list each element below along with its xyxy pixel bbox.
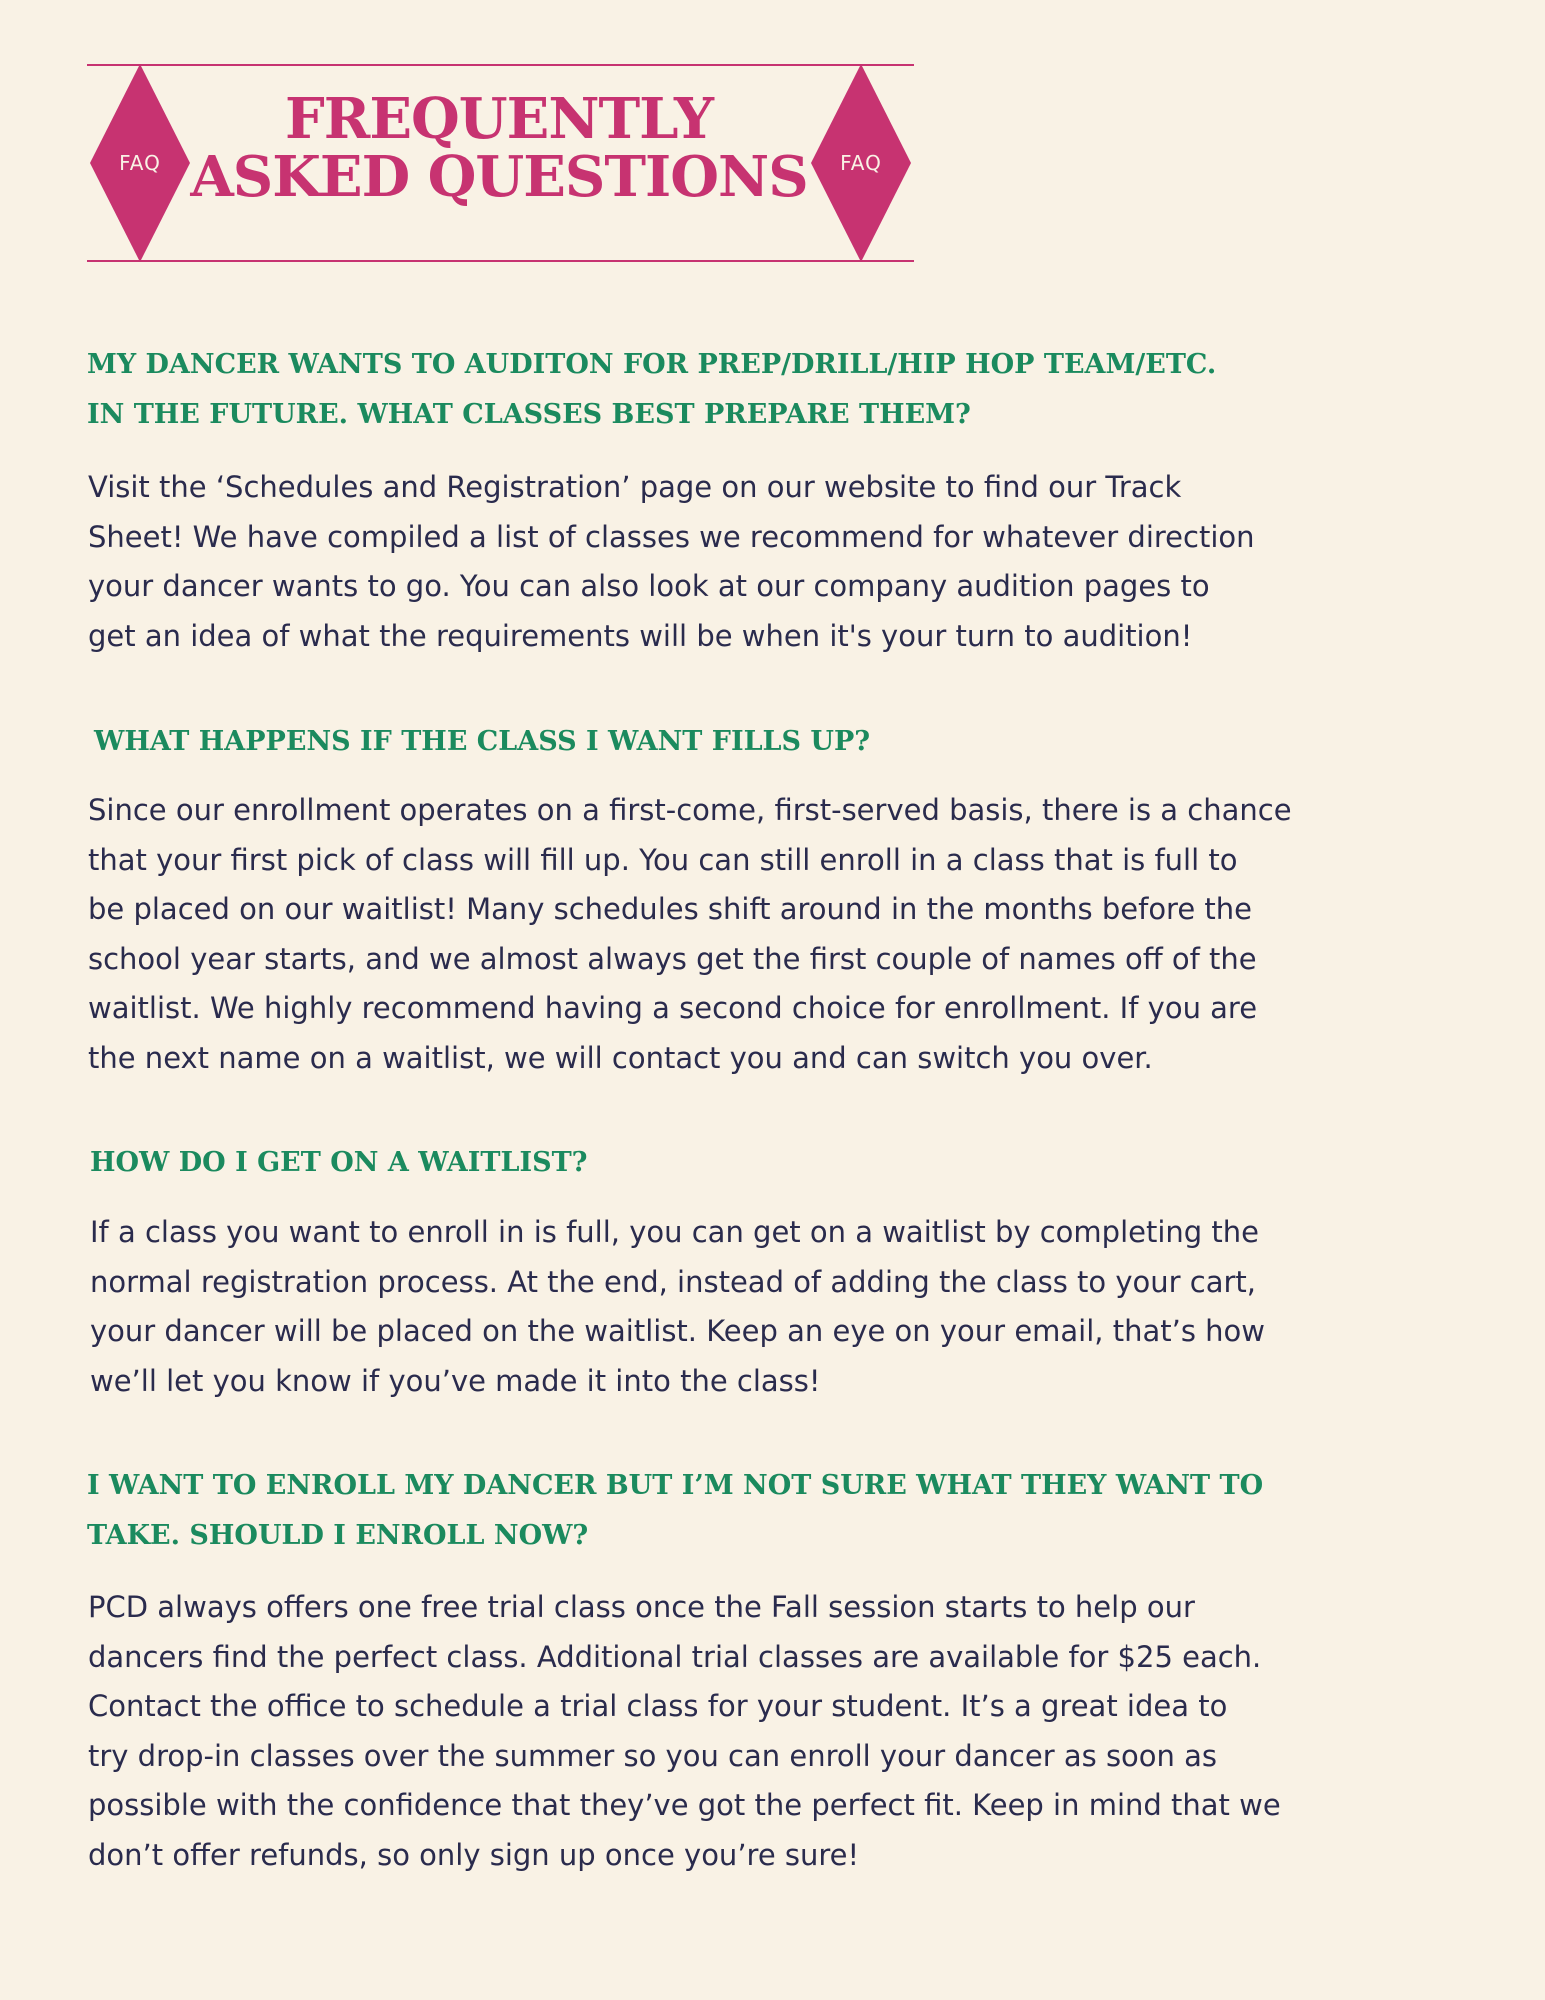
faq-badge-left-label: FAQ	[119, 151, 161, 175]
faq-header	[87, 62, 914, 264]
faq-badge-right-label: FAQ	[840, 151, 882, 175]
faq-answer-4-line-2: dancers find the perfect class. Additional trial classes are available for $25 each.	[88, 1639, 1262, 1674]
header-top-rule	[87, 64, 914, 66]
faq-question-1-line-1: MY DANCER WANTS TO AUDITON FOR PREP/DRILL/HIP HOP TEAM/ETC.	[87, 349, 1217, 380]
faq-question-3	[90, 1138, 1510, 1188]
faq-answer-3	[90, 1208, 1265, 1406]
faq-answer-4-line-1: PCD always offers one free trial class once the Fall session starts to help our	[88, 1590, 1195, 1624]
faq-answer-1-line-4: get an idea of what the requirements will be when it's your turn to audition!	[88, 618, 1193, 653]
faq-answer-4-line-6: don’t offer refunds, so only sign up once you’re sure!	[88, 1837, 860, 1872]
faq-question-2	[94, 717, 1514, 767]
faq-answer-1	[88, 463, 1255, 661]
faq-badge-left	[90, 64, 190, 262]
page-title-line-1: FREQUENTLY	[285, 86, 713, 152]
faq-answer-2-line-3: be placed on our waitlist! Many schedules shift around in the months before the	[88, 892, 1252, 926]
faq-badge-right	[811, 64, 911, 262]
faq-answer-4-line-3: Contact the office to schedule a trial class for your student. It’s a great idea to	[88, 1689, 1228, 1723]
faq-answer-1-line-3: your dancer wants to go. You can also look at our company audition pages to	[88, 569, 1210, 603]
faq-answer-3-line-2: normal registration process. At the end, instead of adding the class to your cart,	[90, 1264, 1257, 1299]
faq-answer-2-line-5: waitlist. We highly recommend having a second choice for enrollment. If you are	[88, 991, 1258, 1025]
faq-answer-1-line-1: Visit the ‘Schedules and Registration’ page on our website to find our Track	[88, 470, 1182, 504]
faq-question-4	[87, 1461, 1507, 1561]
faq-answer-2	[88, 786, 1292, 1083]
faq-question-3-line-1: HOW DO I GET ON A WAITLIST?	[90, 1147, 588, 1178]
faq-answer-4-line-4: try drop-in classes over the summer so you can enroll your dancer as soon as	[88, 1738, 1218, 1773]
faq-question-2-line-1: WHAT HAPPENS IF THE CLASS I WANT FILLS UP?	[94, 726, 871, 757]
faq-answer-3-line-1: If a class you want to enroll in is full, you can get on a waitlist by completing the	[90, 1215, 1260, 1249]
faq-question-1	[87, 340, 1507, 440]
faq-answer-4-line-5: possible with the confidence that they’ve got the perfect fit. Keep in mind that we	[88, 1788, 1281, 1822]
faq-answer-2-line-1: Since our enrollment operates on a first-come, first-served basis, there is a chance	[88, 793, 1292, 827]
faq-answer-4	[88, 1583, 1281, 1880]
faq-question-4-line-1: I WANT TO ENROLL MY DANCER BUT I’M NOT SURE WHAT THEY WANT TO	[87, 1470, 1264, 1501]
page-title	[187, 86, 811, 210]
header-bottom-rule	[87, 260, 914, 262]
faq-question-4-line-2: TAKE. SHOULD I ENROLL NOW?	[87, 1520, 589, 1551]
faq-answer-2-line-4: school year starts, and we almost always get the first couple of names off of the	[88, 941, 1257, 976]
faq-answer-1-line-2: Sheet! We have compiled a list of classes we recommend for whatever direction	[88, 519, 1255, 554]
faq-answer-2-line-6: the next name on a waitlist, we will contact you and can switch you over.	[88, 1040, 1153, 1075]
page-title-line-2: ASKED QUESTIONS	[190, 144, 808, 210]
faq-question-1-line-2: IN THE FUTURE. WHAT CLASSES BEST PREPARE THEM?	[87, 399, 971, 430]
faq-answer-3-line-3: your dancer will be placed on the waitlist. Keep an eye on your email, that’s how	[90, 1314, 1266, 1348]
faq-answer-2-line-2: that your first pick of class will fill up. You can still enroll in a class that is full to	[88, 842, 1238, 877]
faq-answer-3-line-4: we’ll let you know if you’ve made it into the class!	[90, 1363, 821, 1398]
